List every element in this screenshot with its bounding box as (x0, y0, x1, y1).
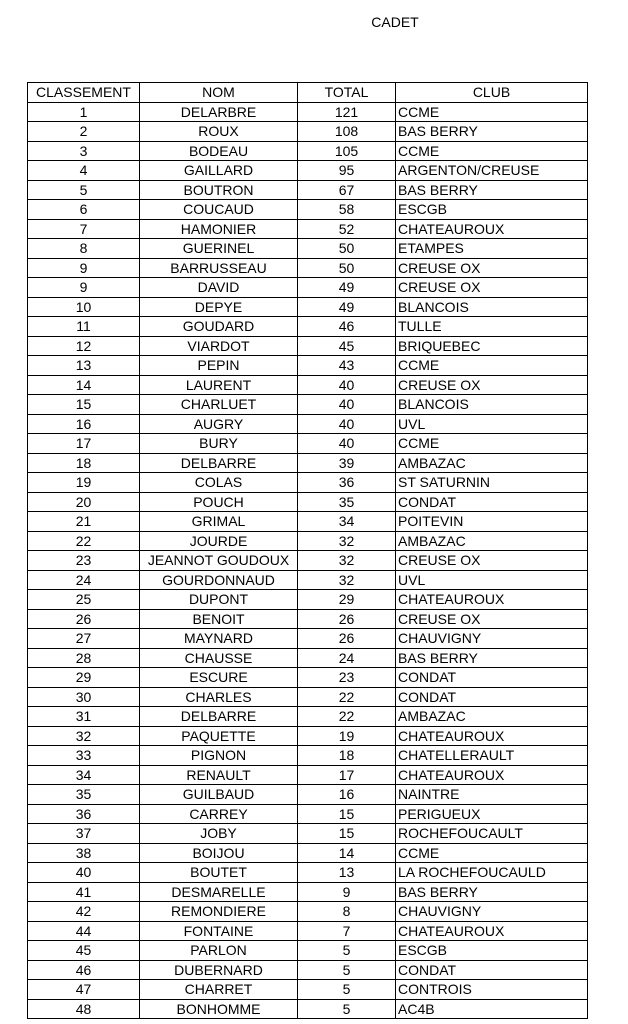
total-cell: 34 (298, 512, 396, 532)
total-cell: 67 (298, 180, 396, 200)
table-row (28, 219, 588, 239)
table-row (28, 941, 588, 961)
name-cell: CHARRET (140, 980, 298, 1000)
name-cell: DESMARELLE (140, 882, 298, 902)
club-cell: CHATEAUROUX (396, 765, 588, 785)
total-cell: 32 (298, 531, 396, 551)
table-row (28, 687, 588, 707)
total-cell: 23 (298, 668, 396, 688)
rank-cell: 1 (28, 102, 140, 122)
name-cell: CARREY (140, 804, 298, 824)
name-cell: GOURDONNAUD (140, 570, 298, 590)
rank-cell: 16 (28, 414, 140, 434)
total-cell: 50 (298, 239, 396, 259)
rank-cell: 36 (28, 804, 140, 824)
club-cell: ARGENTON/CREUSE (396, 161, 588, 181)
name-cell: ESCURE (140, 668, 298, 688)
name-cell: BONHOMME (140, 999, 298, 1019)
club-cell: CREUSE OX (396, 278, 588, 298)
rank-cell: 48 (28, 999, 140, 1019)
table-header (28, 83, 588, 103)
rank-cell: 32 (28, 726, 140, 746)
club-cell: BAS BERRY (396, 882, 588, 902)
rank-cell: 26 (28, 609, 140, 629)
rank-cell: 31 (28, 707, 140, 727)
total-cell: 8 (298, 902, 396, 922)
table-row (28, 590, 588, 610)
rank-cell: 35 (28, 785, 140, 805)
total-cell: 58 (298, 200, 396, 220)
rank-cell: 37 (28, 824, 140, 844)
total-cell: 52 (298, 219, 396, 239)
name-cell: DELBARRE (140, 707, 298, 727)
total-cell: 26 (298, 609, 396, 629)
rank-cell: 45 (28, 941, 140, 961)
table-row (28, 492, 588, 512)
table-row (28, 609, 588, 629)
rank-cell: 2 (28, 122, 140, 142)
club-cell: CCME (396, 434, 588, 454)
table-row (28, 122, 588, 142)
header-total: TOTAL (298, 83, 396, 103)
total-cell: 13 (298, 863, 396, 883)
rank-cell: 24 (28, 570, 140, 590)
club-cell: POITEVIN (396, 512, 588, 532)
club-cell: CCME (396, 102, 588, 122)
total-cell: 22 (298, 707, 396, 727)
rank-cell: 15 (28, 395, 140, 415)
name-cell: CHAUSSE (140, 648, 298, 668)
total-cell: 26 (298, 629, 396, 649)
club-cell: CONDAT (396, 687, 588, 707)
club-cell: CHAUVIGNY (396, 902, 588, 922)
name-cell: COLAS (140, 473, 298, 493)
header-rank: CLASSEMENT (28, 83, 140, 103)
table-row (28, 336, 588, 356)
rank-cell: 25 (28, 590, 140, 610)
name-cell: JOURDE (140, 531, 298, 551)
table-row (28, 356, 588, 376)
name-cell: DELBARRE (140, 453, 298, 473)
club-cell: AMBAZAC (396, 707, 588, 727)
name-cell: DEPYE (140, 297, 298, 317)
name-cell: BENOIT (140, 609, 298, 629)
club-cell: ESCGB (396, 200, 588, 220)
total-cell: 35 (298, 492, 396, 512)
rank-cell: 9 (28, 258, 140, 278)
name-cell: GAILLARD (140, 161, 298, 181)
rank-cell: 12 (28, 336, 140, 356)
table-row (28, 239, 588, 259)
name-cell: VIARDOT (140, 336, 298, 356)
total-cell: 5 (298, 999, 396, 1019)
name-cell: GRIMAL (140, 512, 298, 532)
total-cell: 22 (298, 687, 396, 707)
name-cell: LAURENT (140, 375, 298, 395)
rank-cell: 10 (28, 297, 140, 317)
total-cell: 29 (298, 590, 396, 610)
rank-cell: 14 (28, 375, 140, 395)
club-cell: BLANCOIS (396, 297, 588, 317)
table-row (28, 317, 588, 337)
club-cell: CREUSE OX (396, 375, 588, 395)
name-cell: BURY (140, 434, 298, 454)
rank-cell: 21 (28, 512, 140, 532)
club-cell: BAS BERRY (396, 122, 588, 142)
rank-cell: 3 (28, 141, 140, 161)
total-cell: 14 (298, 843, 396, 863)
name-cell: DUBERNARD (140, 960, 298, 980)
club-cell: CONDAT (396, 668, 588, 688)
table-row (28, 765, 588, 785)
name-cell: GOUDARD (140, 317, 298, 337)
table-row (28, 999, 588, 1019)
rank-cell: 23 (28, 551, 140, 571)
club-cell: NAINTRE (396, 785, 588, 805)
table-row (28, 395, 588, 415)
name-cell: ROUX (140, 122, 298, 142)
club-cell: CONDAT (396, 960, 588, 980)
table-row (28, 375, 588, 395)
club-cell: CHATEAUROUX (396, 590, 588, 610)
name-cell: CHARLES (140, 687, 298, 707)
rank-cell: 40 (28, 863, 140, 883)
name-cell: REMONDIERE (140, 902, 298, 922)
total-cell: 32 (298, 551, 396, 571)
rank-cell: 41 (28, 882, 140, 902)
club-cell: UVL (396, 414, 588, 434)
total-cell: 40 (298, 414, 396, 434)
table-row (28, 551, 588, 571)
club-cell: CREUSE OX (396, 609, 588, 629)
table-row (28, 746, 588, 766)
name-cell: PEPIN (140, 356, 298, 376)
table-row (28, 297, 588, 317)
rank-cell: 28 (28, 648, 140, 668)
rank-cell: 47 (28, 980, 140, 1000)
club-cell: LA ROCHEFOUCAULD (396, 863, 588, 883)
name-cell: BOIJOU (140, 843, 298, 863)
name-cell: COUCAUD (140, 200, 298, 220)
club-cell: ROCHEFOUCAULT (396, 824, 588, 844)
rank-cell: 44 (28, 921, 140, 941)
header-name: NOM (140, 83, 298, 103)
rank-cell: 19 (28, 473, 140, 493)
table-row (28, 882, 588, 902)
rank-cell: 11 (28, 317, 140, 337)
rank-cell: 4 (28, 161, 140, 181)
club-cell: CHATEAUROUX (396, 921, 588, 941)
club-cell: CONTROIS (396, 980, 588, 1000)
total-cell: 9 (298, 882, 396, 902)
rank-cell: 42 (28, 902, 140, 922)
rank-cell: 27 (28, 629, 140, 649)
name-cell: JEANNOT GOUDOUX (140, 551, 298, 571)
rank-cell: 6 (28, 200, 140, 220)
club-cell: CREUSE OX (396, 258, 588, 278)
club-cell: AMBAZAC (396, 531, 588, 551)
club-cell: CHAUVIGNY (396, 629, 588, 649)
rank-cell: 20 (28, 492, 140, 512)
total-cell: 15 (298, 804, 396, 824)
name-cell: AUGRY (140, 414, 298, 434)
rank-cell: 9 (28, 278, 140, 298)
club-cell: PERIGUEUX (396, 804, 588, 824)
total-cell: 5 (298, 960, 396, 980)
header-club: CLUB (396, 83, 588, 103)
total-cell: 105 (298, 141, 396, 161)
table-row (28, 473, 588, 493)
total-cell: 40 (298, 434, 396, 454)
total-cell: 32 (298, 570, 396, 590)
table-row (28, 785, 588, 805)
table-row (28, 921, 588, 941)
total-cell: 121 (298, 102, 396, 122)
name-cell: PAQUETTE (140, 726, 298, 746)
table-row (28, 824, 588, 844)
club-cell: CHATEAUROUX (396, 219, 588, 239)
table-body (28, 102, 588, 1019)
club-cell: ST SATURNIN (396, 473, 588, 493)
rank-cell: 33 (28, 746, 140, 766)
table-row (28, 629, 588, 649)
table-row (28, 531, 588, 551)
name-cell: CHARLUET (140, 395, 298, 415)
rank-cell: 46 (28, 960, 140, 980)
table-row (28, 180, 588, 200)
total-cell: 19 (298, 726, 396, 746)
table-row (28, 570, 588, 590)
table-row (28, 258, 588, 278)
page-title: CADET (371, 14, 419, 30)
club-cell: CCME (396, 356, 588, 376)
table-row (28, 863, 588, 883)
table-row (28, 141, 588, 161)
total-cell: 46 (298, 317, 396, 337)
total-cell: 45 (298, 336, 396, 356)
name-cell: GUILBAUD (140, 785, 298, 805)
total-cell: 40 (298, 375, 396, 395)
name-cell: DELARBRE (140, 102, 298, 122)
club-cell: ETAMPES (396, 239, 588, 259)
table-row (28, 434, 588, 454)
rank-cell: 17 (28, 434, 140, 454)
club-cell: BAS BERRY (396, 180, 588, 200)
name-cell: HAMONIER (140, 219, 298, 239)
table-row (28, 414, 588, 434)
total-cell: 36 (298, 473, 396, 493)
table-row (28, 726, 588, 746)
rank-cell: 30 (28, 687, 140, 707)
total-cell: 7 (298, 921, 396, 941)
club-cell: BRIQUEBEC (396, 336, 588, 356)
table-row (28, 804, 588, 824)
table-row (28, 980, 588, 1000)
total-cell: 40 (298, 395, 396, 415)
table-row (28, 960, 588, 980)
name-cell: RENAULT (140, 765, 298, 785)
club-cell: AC4B (396, 999, 588, 1019)
total-cell: 5 (298, 941, 396, 961)
table-row (28, 668, 588, 688)
name-cell: BODEAU (140, 141, 298, 161)
club-cell: BLANCOIS (396, 395, 588, 415)
table-row (28, 843, 588, 863)
total-cell: 49 (298, 278, 396, 298)
name-cell: PARLON (140, 941, 298, 961)
total-cell: 17 (298, 765, 396, 785)
name-cell: DAVID (140, 278, 298, 298)
total-cell: 43 (298, 356, 396, 376)
name-cell: POUCH (140, 492, 298, 512)
total-cell: 18 (298, 746, 396, 766)
name-cell: MAYNARD (140, 629, 298, 649)
club-cell: CREUSE OX (396, 551, 588, 571)
table-row (28, 102, 588, 122)
total-cell: 49 (298, 297, 396, 317)
name-cell: DUPONT (140, 590, 298, 610)
club-cell: TULLE (396, 317, 588, 337)
ranking-table (27, 82, 588, 1019)
name-cell: JOBY (140, 824, 298, 844)
name-cell: BOUTRON (140, 180, 298, 200)
table-row (28, 453, 588, 473)
table-row (28, 278, 588, 298)
name-cell: FONTAINE (140, 921, 298, 941)
rank-cell: 22 (28, 531, 140, 551)
total-cell: 39 (298, 453, 396, 473)
total-cell: 5 (298, 980, 396, 1000)
header-row (28, 83, 588, 103)
name-cell: GUERINEL (140, 239, 298, 259)
club-cell: UVL (396, 570, 588, 590)
name-cell: PIGNON (140, 746, 298, 766)
club-cell: CCME (396, 141, 588, 161)
rank-cell: 13 (28, 356, 140, 376)
total-cell: 50 (298, 258, 396, 278)
club-cell: CHATELLERAULT (396, 746, 588, 766)
table-row (28, 512, 588, 532)
rank-cell: 38 (28, 843, 140, 863)
club-cell: CONDAT (396, 492, 588, 512)
club-cell: CCME (396, 843, 588, 863)
table-row (28, 161, 588, 181)
club-cell: ESCGB (396, 941, 588, 961)
rank-cell: 5 (28, 180, 140, 200)
total-cell: 16 (298, 785, 396, 805)
total-cell: 95 (298, 161, 396, 181)
table-row (28, 902, 588, 922)
rank-cell: 29 (28, 668, 140, 688)
club-cell: AMBAZAC (396, 453, 588, 473)
total-cell: 24 (298, 648, 396, 668)
club-cell: CHATEAUROUX (396, 726, 588, 746)
table-row (28, 648, 588, 668)
rank-cell: 7 (28, 219, 140, 239)
club-cell: BAS BERRY (396, 648, 588, 668)
total-cell: 15 (298, 824, 396, 844)
table-row (28, 707, 588, 727)
rank-cell: 8 (28, 239, 140, 259)
name-cell: BOUTET (140, 863, 298, 883)
table-row (28, 200, 588, 220)
rank-cell: 34 (28, 765, 140, 785)
rank-cell: 18 (28, 453, 140, 473)
name-cell: BARRUSSEAU (140, 258, 298, 278)
total-cell: 108 (298, 122, 396, 142)
